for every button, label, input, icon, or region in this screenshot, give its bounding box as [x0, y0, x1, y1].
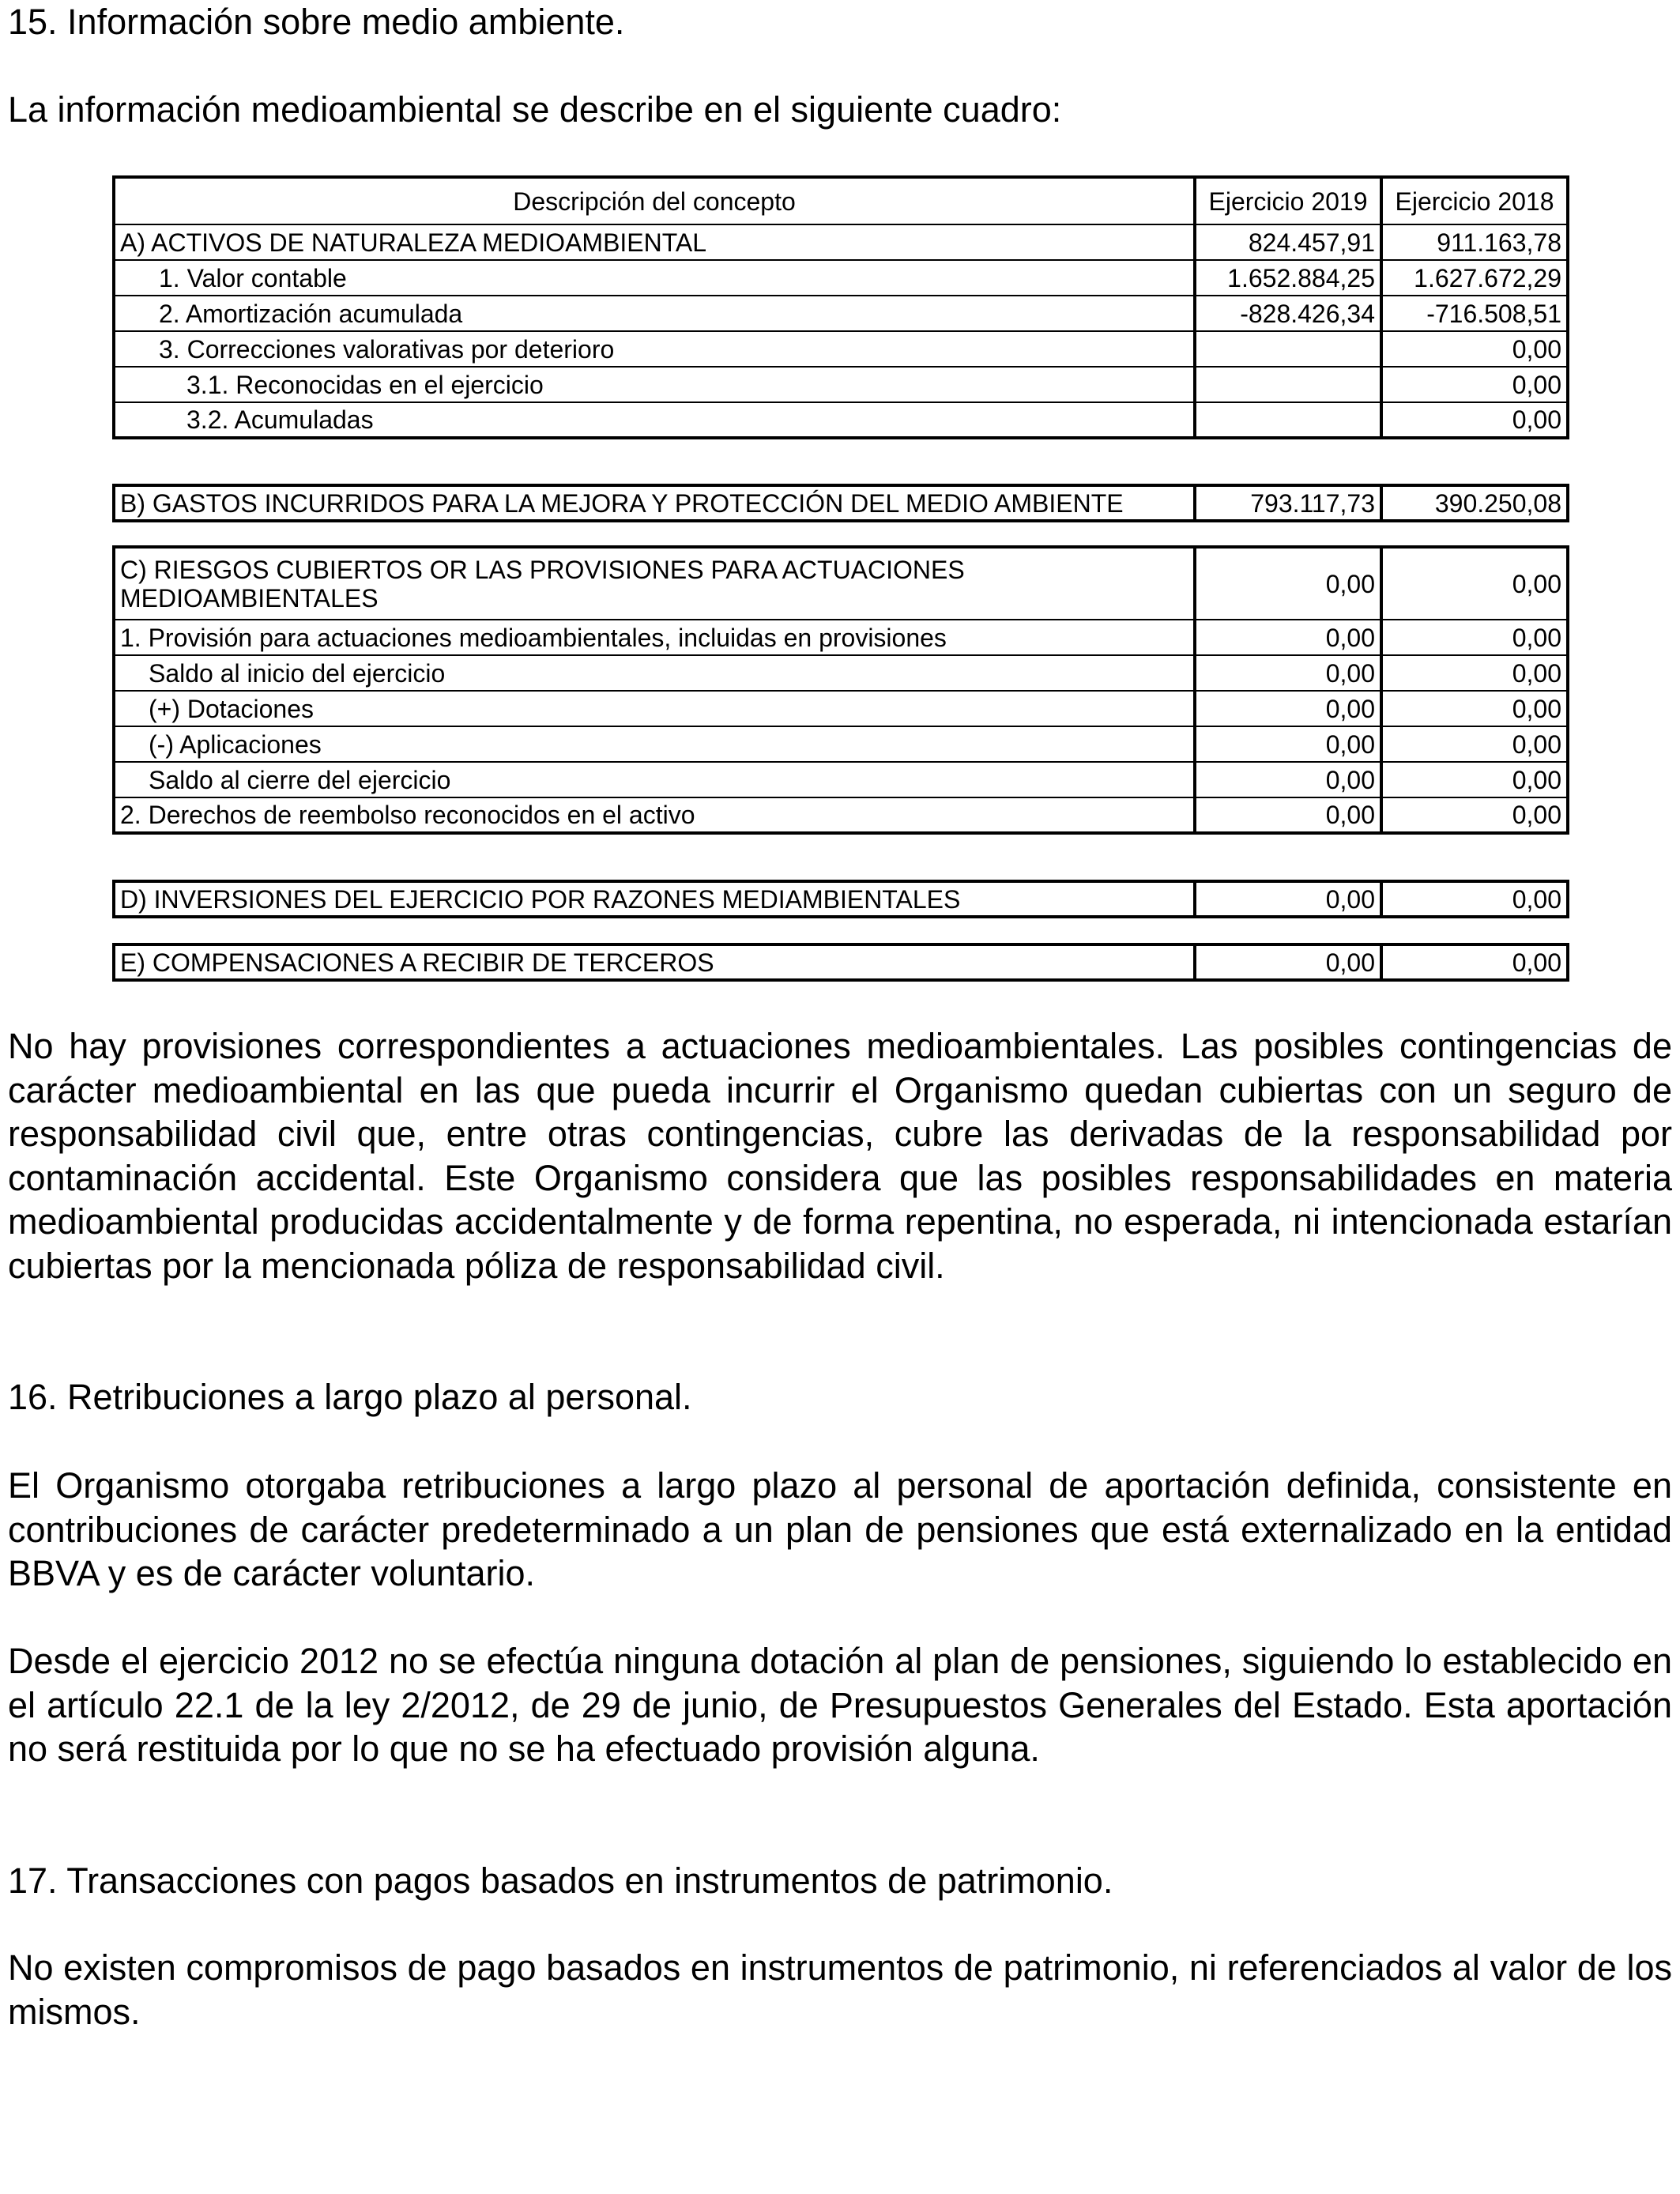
section-16-paragraph-1: El Organismo otorgaba retribuciones a largo plazo al personal de aportación definida, consistente en contribuciones de carácter predeterminado a un plan de pensiones que está externalizado en la entidad BBVA y es de carácter voluntario. [8, 1465, 1672, 1594]
row-value-2018: 390.250,08 [1381, 485, 1568, 521]
section-15-paragraph: No hay provisiones correspondientes a actuaciones medioambientales. Las posibles contingencias de carácter medioambiental en las que pueda incurrir el Organismo quedan cubiertas con un seguro de responsabilidad civil que, entre otras contingencias, cubre las derivadas de la responsabilidad por contaminación accidental. Este Organismo considera que las posibles responsabilidades en materia medioambiental producidas accidentalmente y de forma repentina, no esperada, ni intencionada estarían cubiertas por la mencionada póliza de responsabilidad civil. [8, 1026, 1672, 1286]
table-row [114, 260, 1568, 296]
row-value-2018: -716.508,51 [1381, 296, 1568, 331]
section-16-paragraph-2: Desde el ejercicio 2012 no se efectúa ninguna dotación al plan de pensiones, siguiendo lo establecido en el artículo 22.1 de la ley 2/2012, de 29 de junio, de Presupuestos Generales del Estado. Esta aportación no será restituida por lo que no se ha efectuado provisión alguna. [8, 1641, 1672, 1770]
row-value-2019: 0,00 [1195, 944, 1381, 980]
table-row [114, 655, 1568, 691]
row-value-2018: 911.163,78 [1381, 224, 1568, 260]
row-label: 3.2. Acumuladas [114, 402, 1195, 438]
environment-table-header-and-assets [112, 175, 1569, 439]
row-label: 1. Provisión para actuaciones medioambientales, incluidas en provisiones [114, 620, 1195, 655]
row-label: A) ACTIVOS DE NATURALEZA MEDIOAMBIENTAL [114, 224, 1195, 260]
row-value-2019: 0,00 [1195, 547, 1381, 620]
table-row [114, 944, 1568, 980]
row-label: D) INVERSIONES DEL EJERCICIO POR RAZONES MEDIAMBIENTALES [114, 881, 1195, 917]
environment-table-investments [112, 880, 1569, 918]
row-value-2018: 0,00 [1381, 944, 1568, 980]
row-value-2019 [1195, 367, 1381, 402]
environment-table-expenses [112, 484, 1569, 522]
row-value-2019: 824.457,91 [1195, 224, 1381, 260]
section-17-heading: 17. Transacciones con pagos basados en instrumentos de patrimonio. [8, 1860, 1113, 1901]
table-row [114, 367, 1568, 402]
row-value-2019: 0,00 [1195, 881, 1381, 917]
row-value-2019: -828.426,34 [1195, 296, 1381, 331]
row-value-2018: 0,00 [1381, 726, 1568, 762]
row-label: 3.1. Reconocidas en el ejercicio [114, 367, 1195, 402]
row-label: C) RIESGOS CUBIERTOS OR LAS PROVISIONES PARA ACTUACIONES MEDIOAMBIENTALES [114, 547, 1195, 620]
row-label: Saldo al cierre del ejercicio [114, 762, 1195, 797]
row-value-2018: 0,00 [1381, 331, 1568, 367]
row-label: (+) Dotaciones [114, 691, 1195, 726]
row-value-2019: 0,00 [1195, 726, 1381, 762]
row-value-2018: 0,00 [1381, 547, 1568, 620]
row-label: E) COMPENSACIONES A RECIBIR DE TERCEROS [114, 944, 1195, 980]
section-15-intro: La información medioambiental se describe en el siguiente cuadro: [8, 89, 1062, 130]
row-value-2019: 0,00 [1195, 655, 1381, 691]
row-value-2018: 0,00 [1381, 402, 1568, 438]
row-value-2018: 0,00 [1381, 691, 1568, 726]
header-2018: Ejercicio 2018 [1381, 177, 1568, 224]
row-label: 3. Correcciones valorativas por deterioro [114, 331, 1195, 367]
table-row [114, 224, 1568, 260]
row-value-2018: 0,00 [1381, 881, 1568, 917]
table-row [114, 402, 1568, 438]
row-value-2018: 0,00 [1381, 655, 1568, 691]
row-value-2019: 793.117,73 [1195, 485, 1381, 521]
table-row [114, 485, 1568, 521]
row-value-2018: 0,00 [1381, 797, 1568, 833]
row-value-2019 [1195, 402, 1381, 438]
table-header-row [114, 177, 1568, 224]
row-label: 2. Amortización acumulada [114, 296, 1195, 331]
row-label: (-) Aplicaciones [114, 726, 1195, 762]
row-value-2019 [1195, 331, 1381, 367]
header-2019: Ejercicio 2019 [1195, 177, 1381, 224]
environment-table-compensations [112, 943, 1569, 982]
table-row [114, 620, 1568, 655]
table-row [114, 726, 1568, 762]
row-value-2018: 0,00 [1381, 367, 1568, 402]
row-value-2019: 0,00 [1195, 691, 1381, 726]
row-value-2019: 0,00 [1195, 620, 1381, 655]
section-16-heading: 16. Retribuciones a largo plazo al personal. [8, 1377, 692, 1417]
table-row [114, 691, 1568, 726]
section-15-heading: 15. Información sobre medio ambiente. [8, 2, 625, 42]
table-row [114, 881, 1568, 917]
table-row [114, 296, 1568, 331]
table-row [114, 797, 1568, 833]
row-label: 2. Derechos de reembolso reconocidos en el activo [114, 797, 1195, 833]
row-value-2019: 0,00 [1195, 797, 1381, 833]
environment-table-risks [112, 545, 1569, 835]
row-label: 1. Valor contable [114, 260, 1195, 296]
row-label: B) GASTOS INCURRIDOS PARA LA MEJORA Y PROTECCIÓN DEL MEDIO AMBIENTE [114, 485, 1195, 521]
row-value-2019: 0,00 [1195, 762, 1381, 797]
table-row [114, 547, 1568, 620]
header-concept: Descripción del concepto [114, 177, 1195, 224]
row-value-2019: 1.652.884,25 [1195, 260, 1381, 296]
table-row [114, 762, 1568, 797]
row-value-2018: 0,00 [1381, 762, 1568, 797]
table-row [114, 331, 1568, 367]
row-value-2018: 0,00 [1381, 620, 1568, 655]
row-label: Saldo al inicio del ejercicio [114, 655, 1195, 691]
section-17-paragraph: No existen compromisos de pago basados en instrumentos de patrimonio, ni referenciados al valor de los mismos. [8, 1947, 1672, 2032]
row-value-2018: 1.627.672,29 [1381, 260, 1568, 296]
